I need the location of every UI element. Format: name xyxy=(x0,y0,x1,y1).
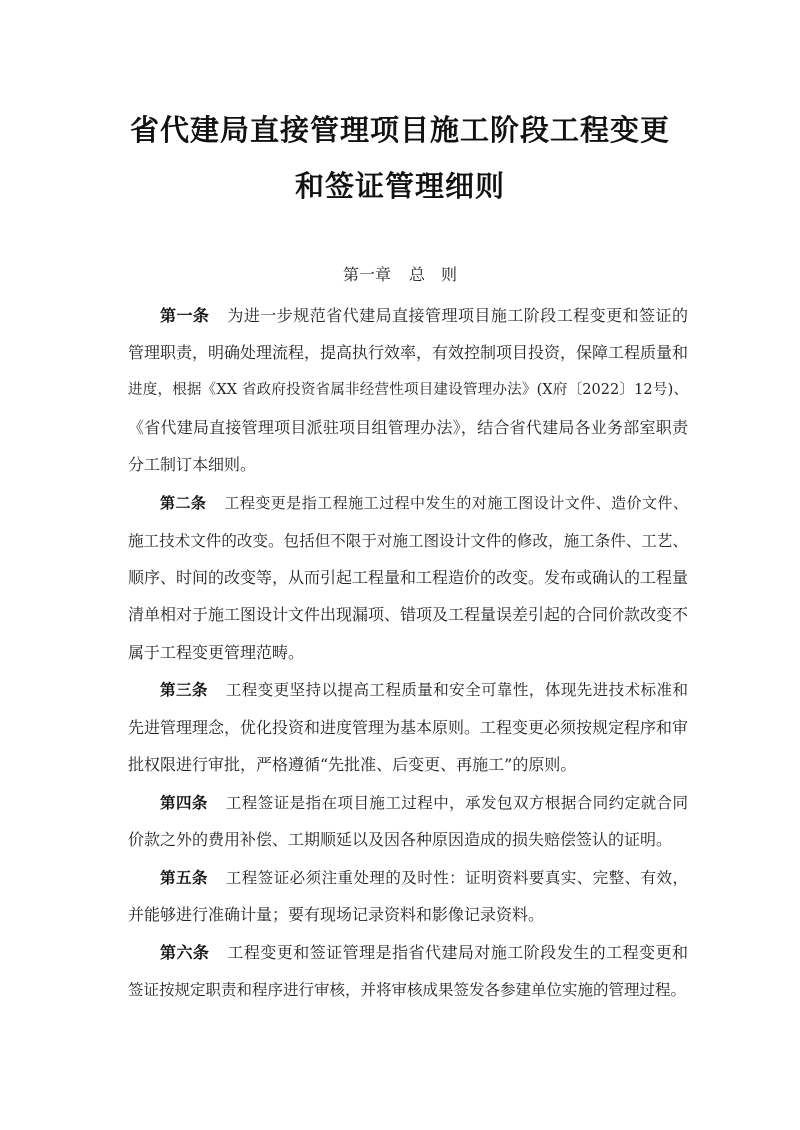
article-label: 第四条 xyxy=(160,794,208,812)
article-label: 第三条 xyxy=(160,681,208,699)
article-2-line-5: 属于工程变更管理范畴。 xyxy=(128,643,305,662)
article-4-line-1: 第四条 工程签证是指在项目施工过程中，承发包双方根据合同约定就合同 xyxy=(160,794,688,812)
article-6-line-1: 第六条 工程变更和签证管理是指省代建局对施工阶段发生的工程变更和 xyxy=(160,943,688,962)
chapter-heading xyxy=(0,262,800,285)
article-5-line-2: 并能够进行准确计量；要有现场记录资料和影像记录资料。 xyxy=(128,905,545,924)
article-1-line-2: 管理职责，明确处理流程，提高执行效率，有效控制项目投资，保障工程质量和 xyxy=(128,343,689,362)
article-2-line-4: 清单相对于施工图设计文件出现漏项、错项及工程量误差引起的合同价款改变不 xyxy=(128,605,689,624)
article-label: 第二条 xyxy=(160,494,207,512)
chapter-number: 第一章 xyxy=(342,265,391,284)
article-1-line-3: 进度，根据《XX 省政府投资省属非经营性项目建设管理办法》(X府〔2022〕12号)、 xyxy=(128,382,688,398)
article-3-line-2: 先进管理理念，优化投资和进度管理为基本原则。工程变更必须按规定程序和审 xyxy=(128,718,689,737)
article-1-line-5: 分工制订本细则。 xyxy=(128,455,257,474)
article-3-line-3: 批权限进行审批，严格遵循“先批准、后变更、再施工”的原则。 xyxy=(128,755,577,774)
article-4-line-2: 价款之外的费用补偿、工期顺延以及因各种原因造成的损失赔偿签认的证明。 xyxy=(128,830,673,849)
article-1-line-1: 第一条 为进一步规范省代建局直接管理项目施工阶段工程变更和签证的 xyxy=(160,306,688,325)
article-2-line-3: 顺序、时间的改变等，从而引起工程量和工程造价的改变。发布或确认的工程量 xyxy=(128,568,689,587)
chapter-name-part-1: 总 xyxy=(408,265,425,284)
article-2-line-1: 第二条 工程变更是指工程施工过程中发生的对施工图设计文件、造价文件、 xyxy=(160,494,688,512)
article-2-line-2: 施工技术文件的改变。包括但不限于对施工图设计文件的修改，施工条件、工艺、 xyxy=(128,532,688,550)
article-6-line-2: 签证按规定职责和程序进行审核，并将审核成果签发各参建单位实施的管理过程。 xyxy=(128,981,687,999)
article-1-line-4: 《省代建局直接管理项目派驻项目组管理办法》，结合省代建局各业务部室职责 xyxy=(128,418,688,437)
article-5-line-1: 第五条 工程签证必须注重处理的及时性：证明资料要真实、完整、有效， xyxy=(160,869,688,887)
article-label: 第六条 xyxy=(160,943,210,962)
document-title-line-2: 和签证管理细则 xyxy=(294,169,505,203)
chapter-name-part-2: 则 xyxy=(441,265,458,284)
article-label: 第五条 xyxy=(160,869,208,887)
document-title-line-1: 省代建局直接管理项目施工阶段工程变更 xyxy=(129,113,670,147)
article-label: 第一条 xyxy=(160,306,210,325)
article-3-line-1: 第三条 工程变更坚持以提高工程质量和安全可靠性，体现先进技术标准和 xyxy=(160,681,688,699)
